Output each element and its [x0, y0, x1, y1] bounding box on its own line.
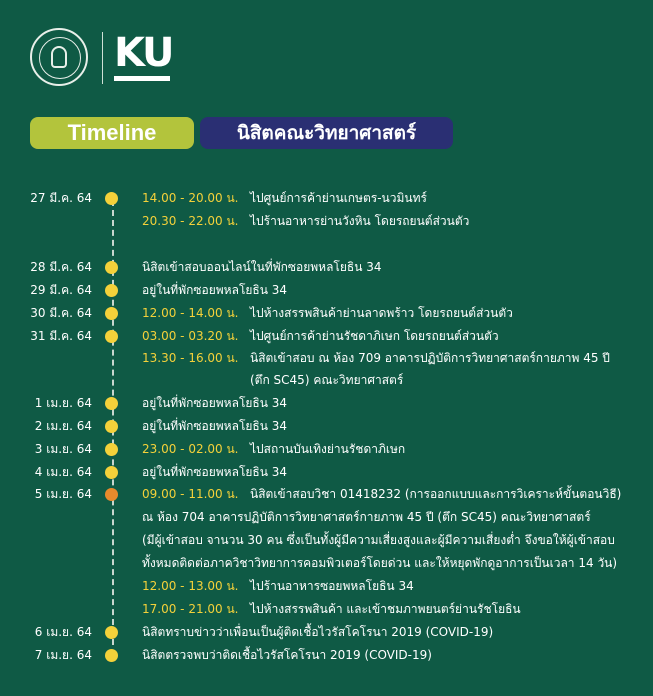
event-description: นิสิตเข้าสอบ ณ ห้อง 709 อาคารปฏิบัติการวิทยาศาสตร์กายภาพ 45 ปี	[250, 351, 610, 365]
event-date: 5 เม.ย. 64	[34, 487, 92, 501]
header-divider	[102, 32, 103, 84]
event-description: ไปสถานบันเทิงย่านรัชดาภิเษก	[250, 442, 406, 456]
event-date: 2 เม.ย. 64	[34, 419, 92, 433]
timeline-row	[0, 483, 653, 505]
event-date: 1 เม.ย. 64	[34, 396, 92, 410]
event-time: 03.00 - 03.20 น.	[142, 329, 239, 343]
timeline-title: Timeline	[30, 117, 194, 149]
timeline-dot-icon	[105, 420, 118, 433]
timeline-row	[0, 598, 653, 620]
event-date: 31 มี.ค. 64	[30, 329, 92, 343]
timeline-dot-icon	[105, 649, 118, 662]
timeline-dot-icon	[105, 261, 118, 274]
event-description: ไปศูนย์การค้าย่านรัชดาภิเษก โดยรถยนต์ส่วนตัว	[250, 329, 499, 343]
event-time: 13.30 - 16.00 น.	[142, 351, 239, 365]
timeline-row	[0, 552, 653, 574]
event-description: อยู่ในที่พักซอยพหลโยธิน 34	[142, 419, 288, 433]
timeline-row	[0, 415, 653, 437]
header	[30, 28, 430, 90]
event-time: 14.00 - 20.00 น.	[142, 191, 239, 205]
timeline-dot-icon	[105, 397, 118, 410]
event-date: 7 เม.ย. 64	[34, 648, 92, 662]
event-date: 27 มี.ค. 64	[30, 191, 92, 205]
timeline-dot-icon	[105, 307, 118, 320]
event-date: 6 เม.ย. 64	[34, 625, 92, 639]
event-description: นิสิตทราบข่าวว่าเพื่อนเป็นผู้ติดเชื้อไวรัสโคโรนา 2019 (COVID-19)	[142, 625, 494, 639]
ku-logo-k: K	[114, 30, 143, 76]
event-description: นิสิตตรวจพบว่าติดเชื้อไวรัสโคโรนา 2019 (COVID-19)	[142, 648, 432, 662]
event-description: ไปร้านอาหารย่านวังหิน โดยรถยนต์ส่วนตัว	[250, 214, 470, 228]
ku-logo-underline	[114, 76, 170, 81]
event-time: 09.00 - 11.00 น.	[142, 487, 239, 501]
timeline-row	[0, 644, 653, 666]
timeline-row	[0, 575, 653, 597]
event-date: 4 เม.ย. 64	[34, 465, 92, 479]
ku-logo-u: U	[142, 30, 173, 76]
kasetsart-seal-icon	[30, 28, 88, 86]
event-time: 12.00 - 13.00 น.	[142, 579, 239, 593]
timeline-row	[0, 392, 653, 414]
event-time: 17.00 - 21.00 น.	[142, 602, 239, 616]
faculty-title: นิสิตคณะวิทยาศาสตร์	[200, 117, 453, 149]
timeline-dot-icon	[105, 330, 118, 343]
timeline-row	[0, 369, 653, 391]
event-description: อยู่ในที่พักซอยพหลโยธิน 34	[142, 283, 288, 297]
timeline-row	[0, 506, 653, 528]
timeline-dot-icon	[105, 192, 118, 205]
event-description: ไปห้างสรรพสินค้าย่านลาดพร้าว โดยรถยนต์ส่วนตัว	[250, 306, 513, 320]
timeline-dot-orange-icon	[105, 488, 118, 501]
event-time: 12.00 - 14.00 น.	[142, 306, 239, 320]
event-time: 20.30 - 22.00 น.	[142, 214, 239, 228]
event-description: ไปห้างสรรพสินค้า และเข้าชมภาพยนตร์ย่านรัชโยธิน	[250, 602, 521, 616]
event-description: ทั้งหมดติดต่อภาควิชาวิทยาการคอมพิวเตอร์โดยด่วน และให้หยุดพักดูอาการเป็นเวลา 14 วัน)	[142, 556, 618, 570]
timeline-row	[0, 325, 653, 347]
timeline-row	[0, 210, 653, 232]
timeline-row	[0, 256, 653, 278]
timeline-row	[0, 187, 653, 209]
event-description: (มีผู้เข้าสอบ จานวน 30 คน ซึ่งเป็นทั้งผู้มีความเสี่ยงสูงและผู้มีความเสี่ยงต่ำ จึงขอให้ผู้เข้าสอบ	[142, 533, 615, 547]
event-description: อยู่ในที่พักซอยพหลโยธิน 34	[142, 465, 288, 479]
timeline-row	[0, 279, 653, 301]
timeline-dot-icon	[105, 466, 118, 479]
event-description: ไปศูนย์การค้าย่านเกษตร-นวมินทร์	[250, 191, 427, 205]
event-description: นิสิตเข้าสอบวิชา 01418232 (การออกแบบและการวิเคราะห์ขั้นตอนวิธี)	[250, 487, 622, 501]
timeline-dot-icon	[105, 443, 118, 456]
event-description: ไปร้านอาหารซอยพหลโยธิน 34	[250, 579, 414, 593]
timeline-row	[0, 347, 653, 369]
event-time: 23.00 - 02.00 น.	[142, 442, 239, 456]
event-date: 28 มี.ค. 64	[30, 260, 92, 274]
timeline-row	[0, 529, 653, 551]
timeline-row	[0, 302, 653, 324]
event-date: 3 เม.ย. 64	[34, 442, 92, 456]
event-date: 29 มี.ค. 64	[30, 283, 92, 297]
event-description: (ตึก SC45) คณะวิทยาศาสตร์	[250, 373, 404, 387]
timeline-dot-icon	[105, 626, 118, 639]
event-description: ณ ห้อง 704 อาคารปฏิบัติการวิทยาศาสตร์กายภาพ 45 ปี (ตึก SC45) คณะวิทยาศาสตร์	[142, 510, 591, 524]
timeline-dot-icon	[105, 284, 118, 297]
timeline-row	[0, 461, 653, 483]
event-description: อยู่ในที่พักซอยพหลโยธิน 34	[142, 396, 288, 410]
timeline-row	[0, 438, 653, 460]
timeline-row	[0, 621, 653, 643]
event-description: นิสิตเข้าสอบออนไลน์ในที่พักซอยพหลโยธิน 34	[142, 260, 382, 274]
event-date: 30 มี.ค. 64	[30, 306, 92, 320]
